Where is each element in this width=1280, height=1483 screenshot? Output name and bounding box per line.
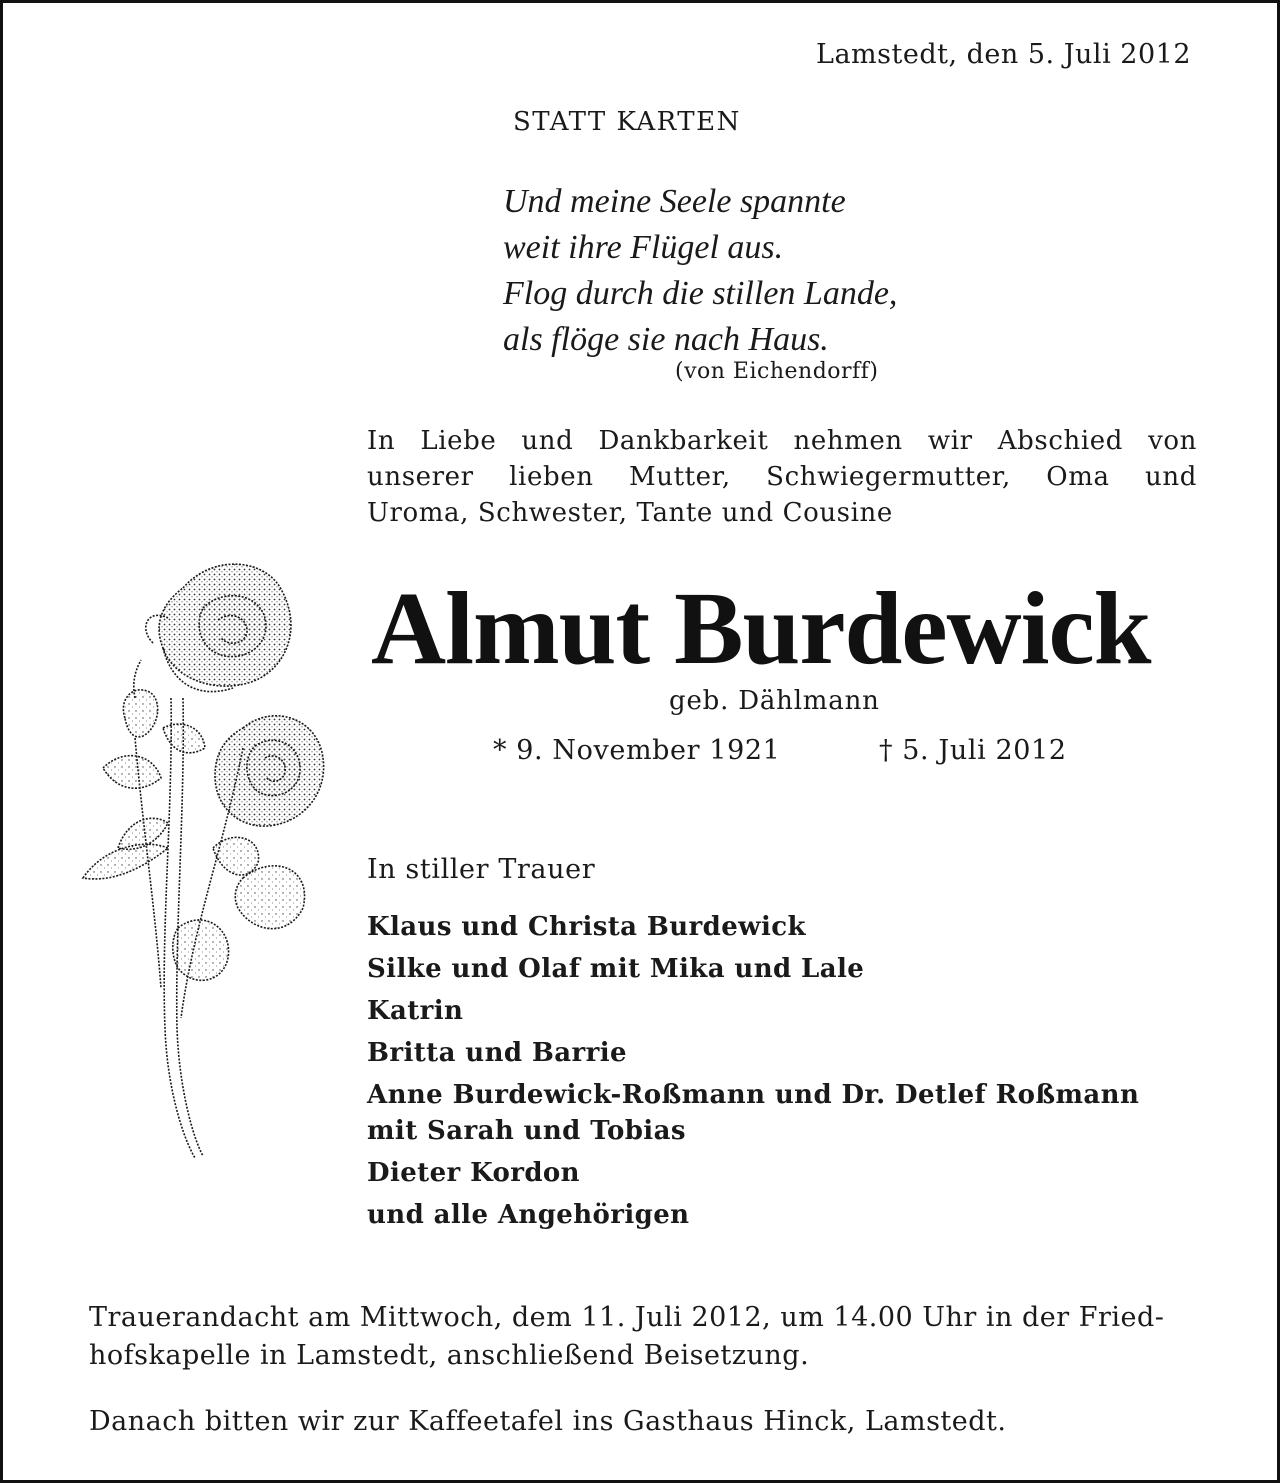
death-date: † 5. Juli 2012 bbox=[879, 735, 1067, 766]
poem-line: weit ihre Flügel aus. bbox=[503, 229, 784, 266]
service-line: hofskapelle in Lamstedt, anschließend Beisetzung. bbox=[89, 1340, 810, 1371]
place-date: Lamstedt, den 5. Juli 2012 bbox=[816, 39, 1191, 70]
service-info bbox=[89, 1299, 1199, 1375]
poem-line: Und meine Seele spannte bbox=[503, 183, 846, 220]
mourning-label: In stiller Trauer bbox=[367, 854, 596, 885]
coffee-invitation: Danach bitten wir zur Kaffeetafel ins Gasthaus Hinck, Lamstedt. bbox=[89, 1406, 1007, 1437]
poem-line: als flöge sie nach Haus. bbox=[503, 321, 829, 358]
deceased-name: Almut Burdewick bbox=[371, 571, 1151, 686]
mourner: Britta und Barrie bbox=[367, 1038, 627, 1068]
mourner: Klaus und Christa Burdewick bbox=[367, 912, 806, 942]
mourner: Katrin bbox=[367, 996, 464, 1026]
rose-icon bbox=[43, 548, 343, 1188]
intro-text bbox=[367, 423, 1197, 531]
intro-line: In Liebe und Dankbarkeit nehmen wir Abschied von bbox=[367, 426, 1197, 456]
intro-line: unserer lieben Mutter, Schwiegermutter, Oma und bbox=[367, 462, 1197, 492]
poem-line: Flog durch die stillen Lande, bbox=[503, 275, 898, 312]
mourner: Silke und Olaf mit Mika und Lale bbox=[367, 954, 865, 984]
mourner: mit Sarah und Tobias bbox=[367, 1116, 686, 1146]
born-name: geb. Dählmann bbox=[669, 686, 880, 716]
mourner: Anne Burdewick-Roßmann und Dr. Detlef Roßmann bbox=[367, 1080, 1140, 1110]
birth-date: * 9. November 1921 bbox=[493, 735, 781, 766]
intro-line: Uroma, Schwester, Tante und Cousine bbox=[367, 498, 893, 528]
mourner: Dieter Kordon bbox=[367, 1158, 580, 1188]
service-line: Trauerandacht am Mittwoch, dem 11. Juli 2012, um 14.00 Uhr in der Fried- bbox=[89, 1302, 1165, 1333]
statt-karten-heading: STATT KARTEN bbox=[513, 107, 741, 137]
mourner: und alle Angehörigen bbox=[367, 1200, 690, 1230]
poem bbox=[503, 179, 897, 363]
poem-author: (von Eichendorff) bbox=[675, 359, 879, 384]
mourners-list bbox=[367, 909, 1139, 1239]
